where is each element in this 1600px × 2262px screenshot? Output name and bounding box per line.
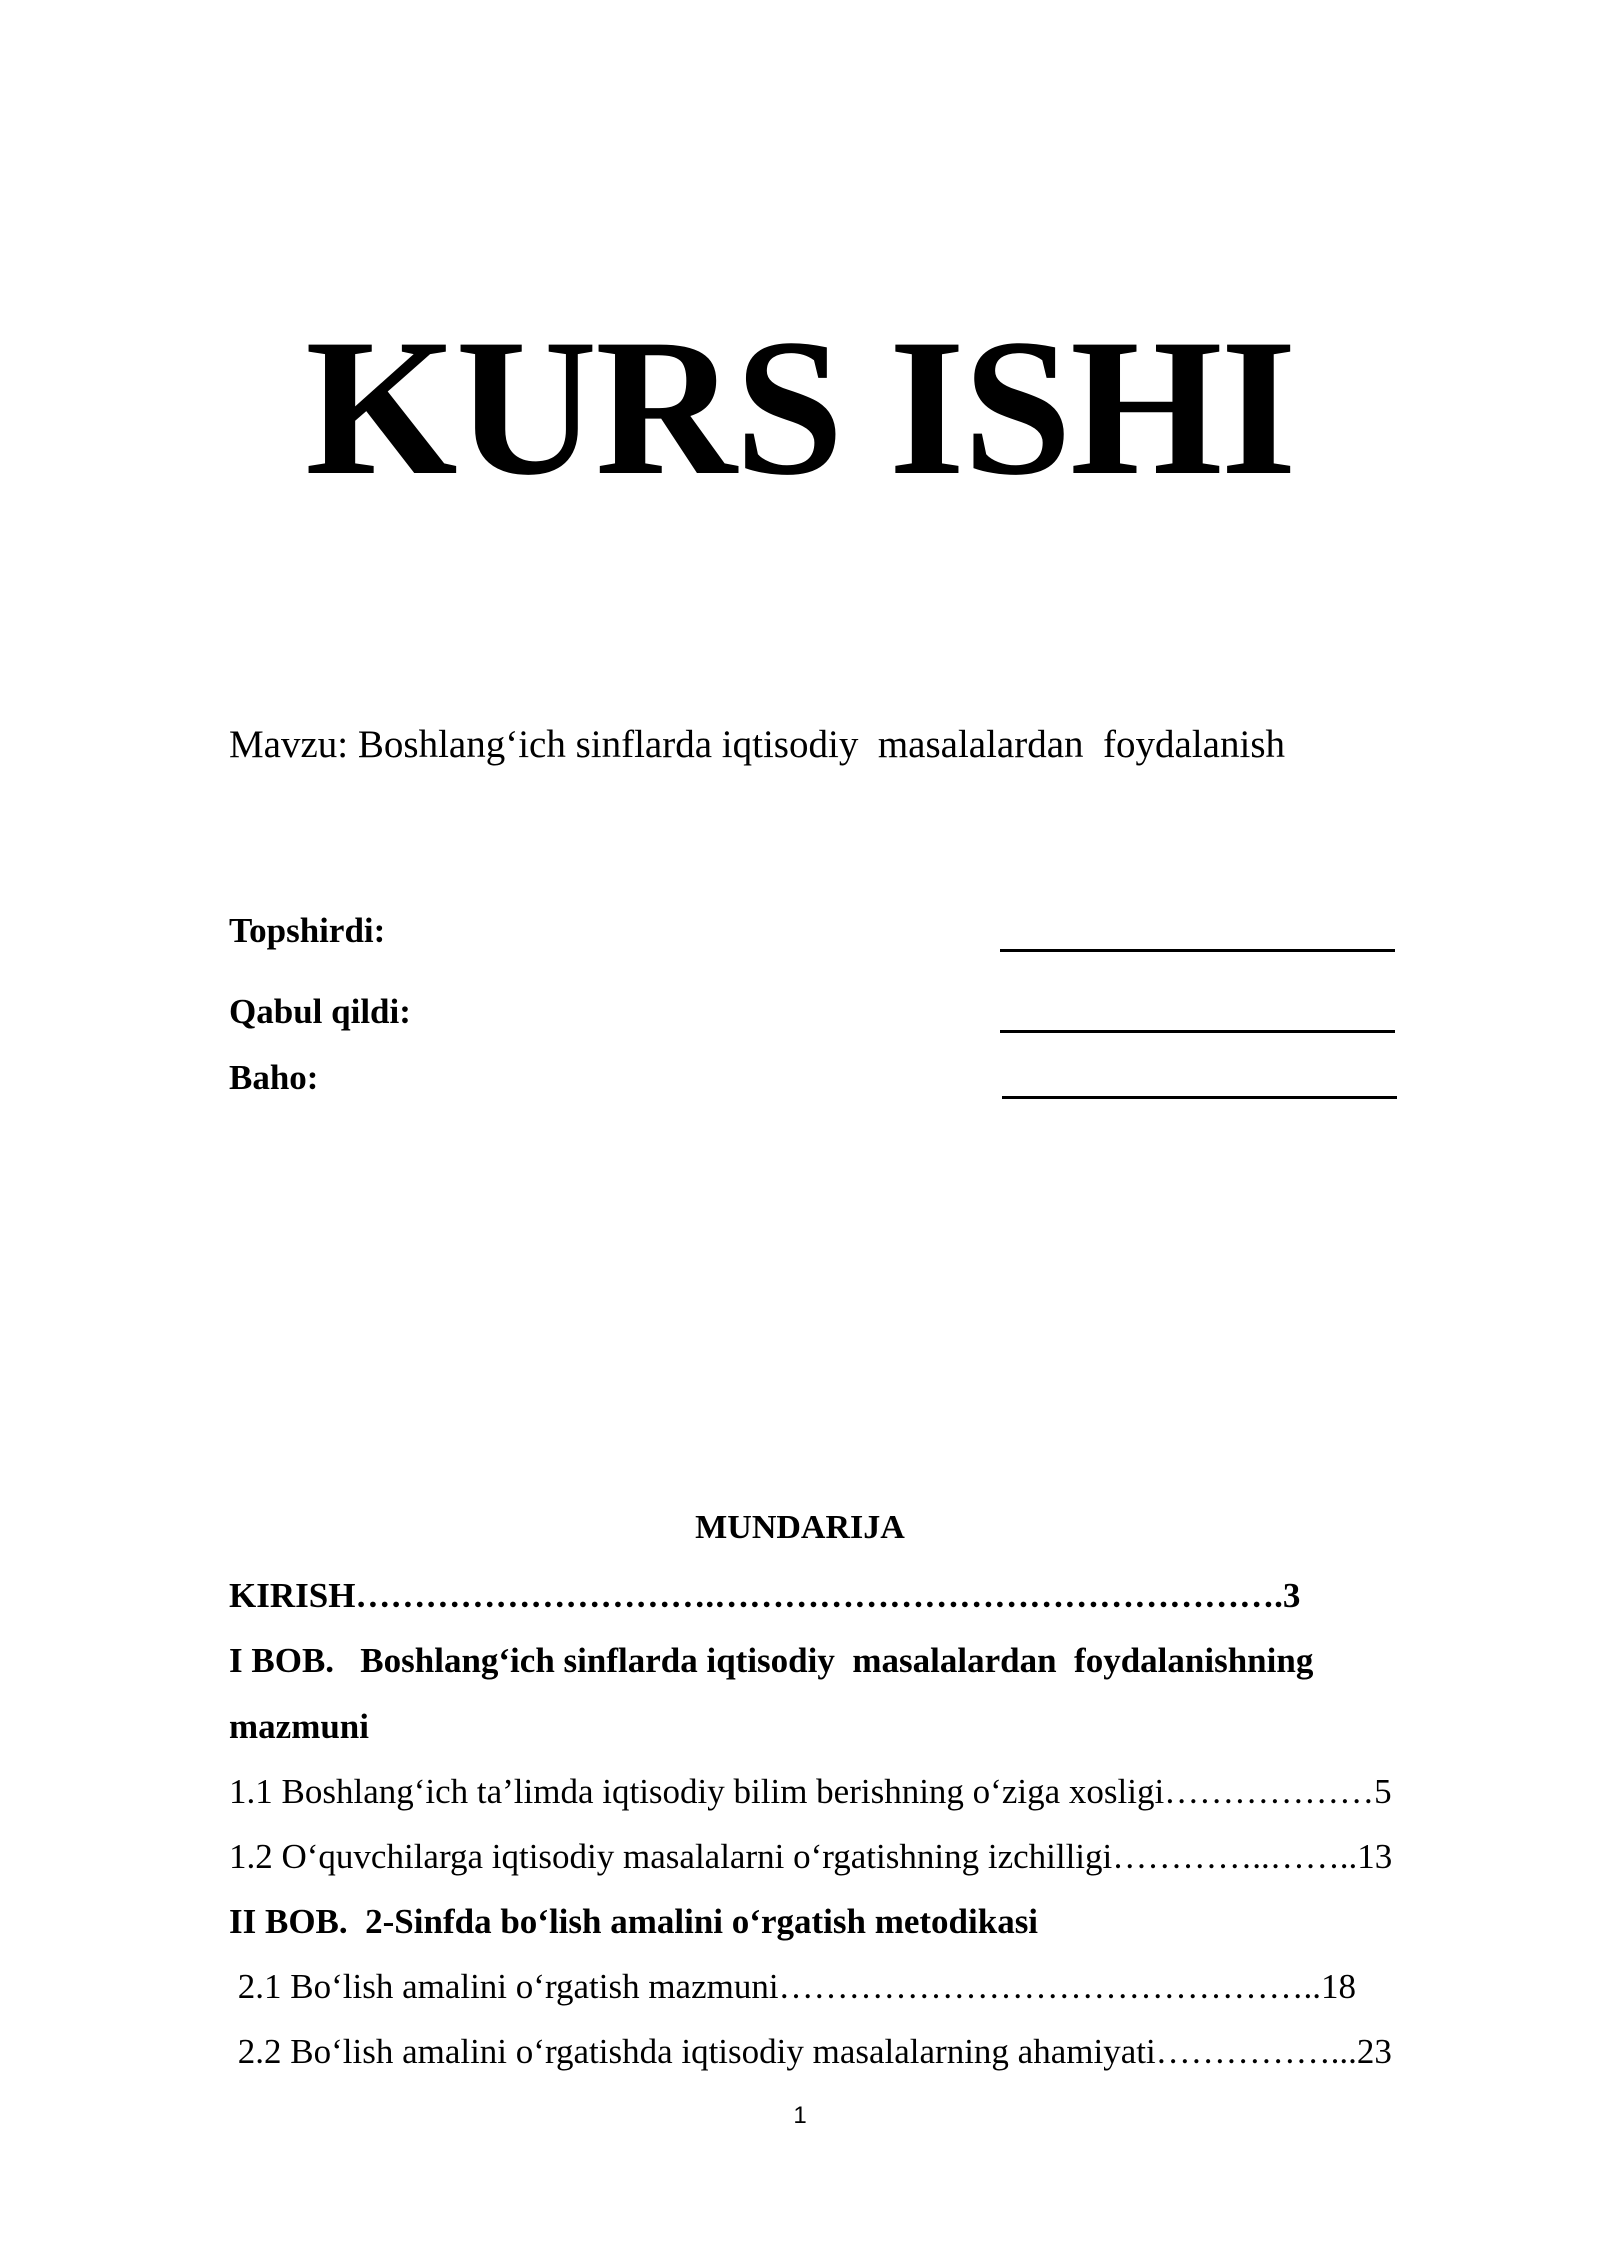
toc-chapter-2-title: II BOB. 2-Sinfda bo‘lish amalini o‘rgatish metodikasi <box>229 1902 1039 1941</box>
submitted-by-label: Topshirdi: <box>229 911 386 950</box>
submitted-by-blank <box>1000 949 1395 952</box>
toc-entry-1-2: 1.2 O‘quvchilarga iqtisodiy masalalarni o‘rgatishning izchilligi…………..……..13 <box>229 1837 1393 1876</box>
accepted-by-label: Qabul qildi: <box>229 992 411 1031</box>
toc-entry-2-2: 2.2 Bo‘lish amalini o‘rgatishda iqtisodiy masalalarning ahamiyati……………...23 <box>229 2032 1392 2071</box>
topic-line: Mavzu: Boshlang‘ich sinflarda iqtisodiy masalalardan foydalanish <box>229 723 1285 766</box>
page-number: 1 <box>793 2102 807 2129</box>
accepted-by-blank <box>1000 1030 1395 1033</box>
grade-blank <box>1002 1096 1397 1099</box>
toc-chapter-1-title: I BOB. Boshlang‘ich sinflarda iqtisodiy masalalardan foydalanishning <box>229 1641 1314 1680</box>
toc-heading: MUNDARIJA <box>695 1509 905 1546</box>
grade-label: Baho: <box>229 1058 319 1097</box>
toc-entry-2-1: 2.1 Bo‘lish amalini o‘rgatish mazmuni………………………………………..18 <box>229 1967 1357 2006</box>
toc-entry-1-1: 1.1 Boshlang‘ich ta’limda iqtisodiy bilim berishning o‘ziga xosligi………………5 <box>229 1772 1392 1811</box>
toc-chapter-1-title-cont: mazmuni <box>229 1707 369 1746</box>
document-title: KURS ISHI <box>305 299 1295 516</box>
toc-entry-kirish: KIRISH………………………….………………………………………….3 <box>229 1576 1301 1615</box>
